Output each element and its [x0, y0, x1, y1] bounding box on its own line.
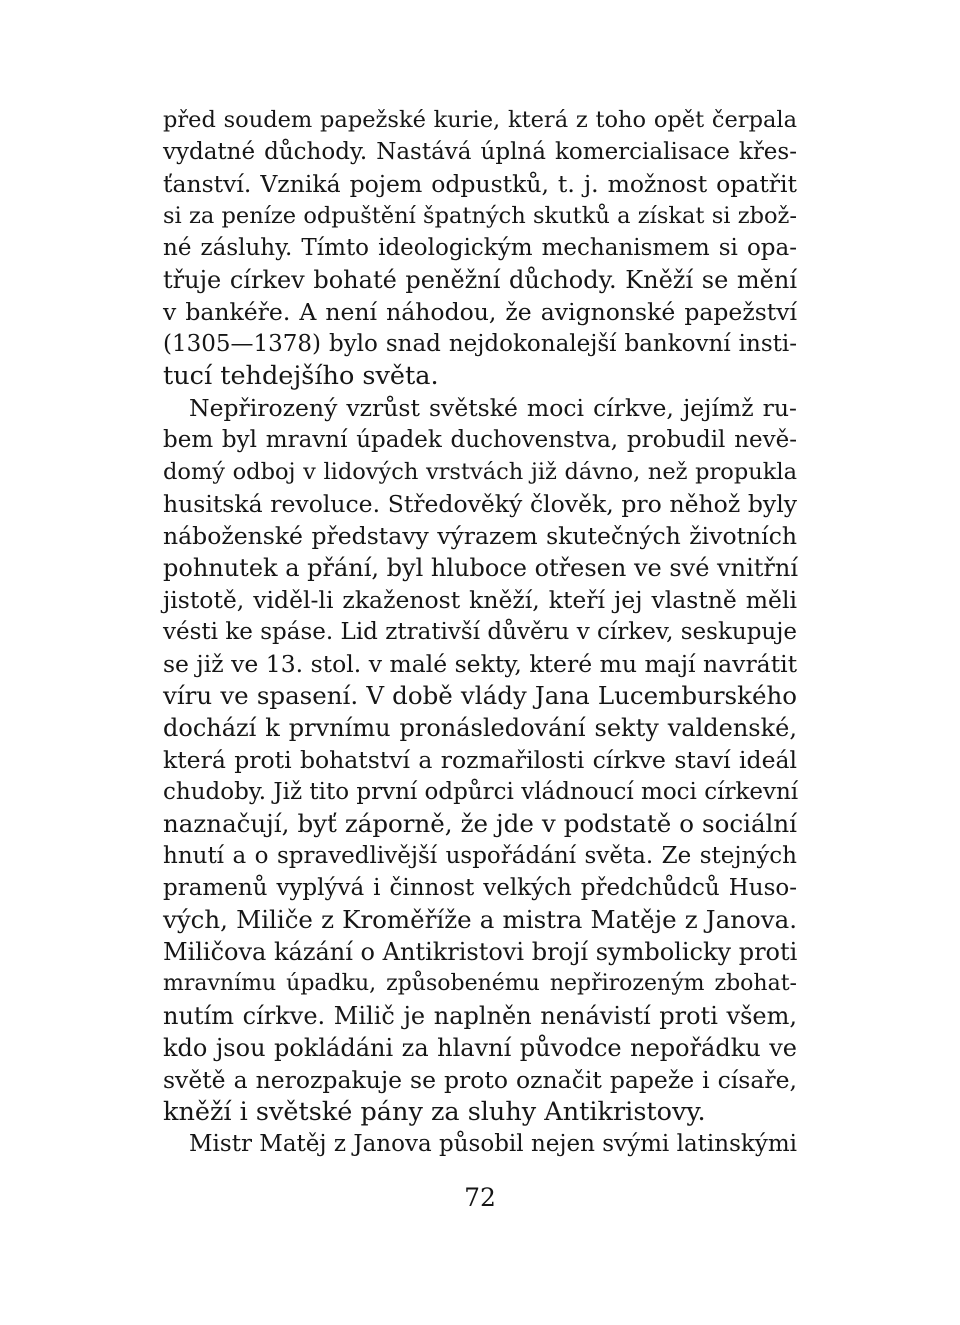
text-line: si za peníze odpuštění špatných skutků a získat si zbož- [163, 203, 797, 229]
text-line: tucí tehdejšího světa. [163, 361, 439, 391]
text-line: husitská revoluce. Středověký člověk, pro něhož byly [163, 490, 797, 518]
paragraph-first-line: Nepřirozený vzrůst světské moci církve, jejímž ru- [189, 394, 797, 422]
text-line: Miličova kázání o Antikristovi brojí symbolicky proti [163, 938, 798, 966]
text-line: pramenů vyplývá i činnost velkých předchůdců Huso- [163, 875, 797, 901]
text-line: hnutí a o spravedlivější uspořádání světa. Ze stejných [163, 843, 797, 869]
text-line: pohnutek a přání, byl hluboce otřesen ve své vnitřní [163, 554, 798, 582]
text-line: (1305—1378) bylo snad nejdokonalejší bankovní insti- [163, 331, 797, 357]
text-line: kdo jsou pokládáni za hlavní původce nepořádku ve [163, 1034, 797, 1062]
text-line: kněží i světské pány za sluhy Antikristovy. [163, 1097, 706, 1127]
text-line: vých, Miliče z Kroměříže a mistra Matěje z Janova. [163, 905, 797, 934]
text-line: vydatné důchody. Nastává úplná komercialisace křes- [163, 139, 797, 165]
text-line: víru ve spasení. V době vlády Jana Lucemburského [163, 681, 797, 710]
text-line: v bankéře. A není náhodou, že avignonské papežství [163, 298, 797, 326]
body-text [163, 104, 797, 1160]
text-line: domý odboj v lidových vrstvách již dávno, než propukla [163, 459, 797, 485]
text-line: chudoby. Již tito první odpůrci vládnoucí moci církevní [163, 779, 799, 805]
page-number: 72 [464, 1183, 496, 1212]
paragraph-first-line: Mistr Matěj z Janova působil nejen svými latinskými [189, 1131, 797, 1157]
text-line: né zásluhy. Tímto ideologickým mechanismem si opa- [163, 235, 797, 261]
text-line: mravnímu úpadku, způsobenému nepřirozeným zbohat- [163, 971, 797, 996]
text-line: světě a nerozpakuje se proto označit papeže i císaře, [163, 1066, 797, 1094]
text-line: ťanství. Vzniká pojem odpustků, t. j. možnost opatřit [163, 170, 797, 198]
text-line: naznačují, byť záporně, že jde v podstatě o sociální [163, 809, 797, 838]
text-line: před soudem papežské kurie, která z toho opět čerpala [163, 107, 797, 133]
text-line: jistotě, viděl-li zkaženost kněží, kteří jej vlastně měli [163, 586, 797, 614]
text-line: třuje církev bohaté peněžní důchody. Kněží se mění [163, 266, 797, 294]
text-line: bem byl mravní úpadek duchovenstva, probudil nevě- [163, 427, 797, 453]
text-line: která proti bohatství a rozmařilosti církve staví ideál [163, 746, 797, 774]
text-line: nutím církve. Milič je naplněn nenávistí proti všem, [163, 1002, 797, 1030]
text-line: náboženské představy výrazem skutečných životních [163, 522, 797, 550]
text-line: se již ve 13. stol. v malé sekty, které mu mají navrátit [163, 650, 798, 678]
text-line: dochází k prvnímu pronásledování sekty valdenské, [163, 714, 797, 742]
text-line: vésti ke spáse. Lid ztrativší důvěru v církev, seskupuje [163, 619, 797, 645]
